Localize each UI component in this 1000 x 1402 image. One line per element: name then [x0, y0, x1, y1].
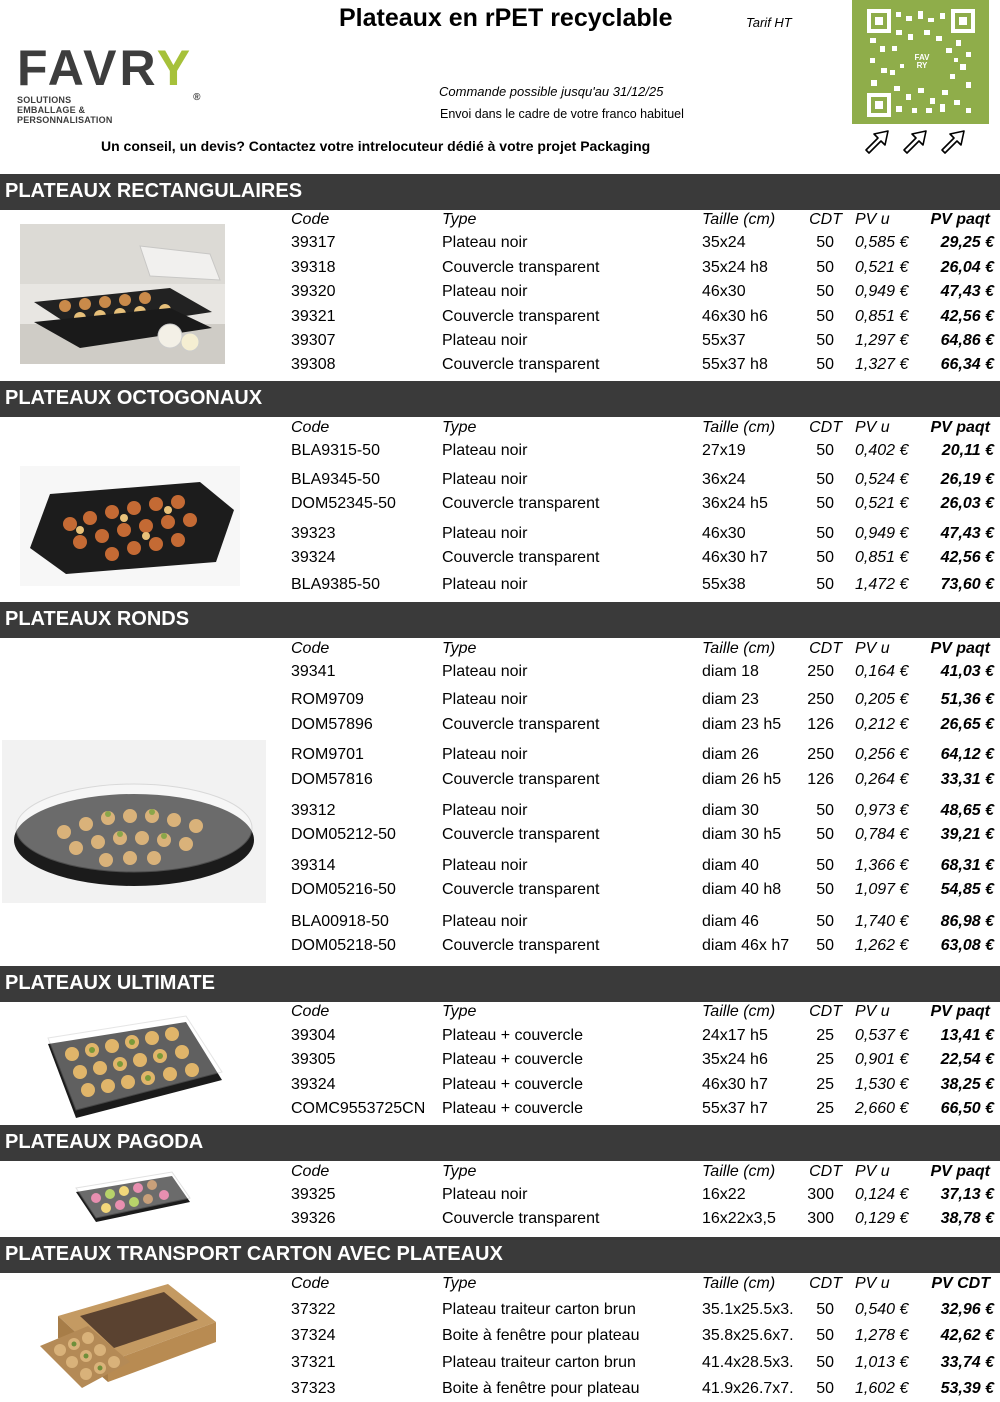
row-cdt: 50 — [816, 442, 834, 459]
row-size: 36x24 — [702, 471, 746, 488]
row-code: 39324 — [291, 1076, 336, 1093]
column-header-cdt: CDT — [809, 211, 842, 228]
row-pv-unit: 0,901 € — [855, 1051, 909, 1068]
row-type: Couvercle transparent — [442, 549, 600, 566]
tarif-label: Tarif HT — [746, 15, 792, 30]
row-code: 39304 — [291, 1027, 336, 1044]
row-pv-pack: 51,36 € — [940, 691, 994, 708]
row-cdt: 50 — [816, 881, 834, 898]
column-header-pv-pack: PV paqt — [930, 211, 990, 228]
row-pv-pack: 39,21 € — [940, 826, 994, 843]
row-cdt: 25 — [816, 1027, 834, 1044]
row-cdt: 50 — [816, 332, 834, 349]
column-header-cdt: CDT — [809, 1275, 842, 1292]
row-pv-pack: 63,08 € — [940, 937, 994, 954]
row-cdt: 50 — [816, 913, 834, 930]
section-title: PLATEAUX OCTOGONAUX — [5, 387, 263, 409]
section-bar-transport — [0, 1237, 1000, 1273]
row-size: 35.8x25.6x7. — [702, 1327, 794, 1344]
row-code: DOM05218-50 — [291, 937, 396, 954]
row-pv-pack: 47,43 € — [940, 283, 994, 300]
row-code: 37324 — [291, 1327, 336, 1344]
row-cdt: 50 — [816, 525, 834, 542]
row-pv-pack: 26,03 € — [940, 495, 994, 512]
column-header-size: Taille (cm) — [702, 1163, 776, 1180]
row-size: 46x30 h7 — [702, 549, 768, 566]
row-type: Plateau noir — [442, 746, 528, 763]
column-header-size: Taille (cm) — [702, 1003, 776, 1020]
row-code: BLA9345-50 — [291, 471, 380, 488]
row-code: BLA9385-50 — [291, 576, 380, 593]
document-title: Plateaux en rPET recyclable — [339, 4, 673, 32]
column-header-type: Type — [442, 1003, 477, 1020]
row-size: diam 30 — [702, 802, 759, 819]
row-pv-pack: 42,62 € — [940, 1327, 994, 1344]
row-size: 55x37 h8 — [702, 356, 768, 373]
row-pv-unit: 0,521 € — [855, 259, 909, 276]
row-size: 35x24 h6 — [702, 1051, 768, 1068]
row-cdt: 50 — [816, 549, 834, 566]
row-size: 16x22x3,5 — [702, 1210, 776, 1227]
row-type: Plateau noir — [442, 1186, 528, 1203]
row-type: Plateau noir — [442, 576, 528, 593]
contact-note: Un conseil, un devis? Contactez votre intrelocuteur dédié à votre projet Packaging — [101, 138, 651, 154]
row-code: DOM52345-50 — [291, 495, 396, 512]
photo-octagonal-tray — [20, 466, 240, 586]
row-code: DOM57896 — [291, 716, 373, 733]
row-size: 55x38 — [702, 576, 746, 593]
row-size: diam 23 — [702, 691, 759, 708]
row-pv-unit: 2,660 € — [855, 1100, 909, 1117]
row-pv-pack: 73,60 € — [940, 576, 994, 593]
row-pv-pack: 53,39 € — [940, 1380, 994, 1397]
column-header-cdt: CDT — [809, 419, 842, 436]
column-header-code: Code — [291, 1163, 330, 1180]
row-cdt: 126 — [807, 716, 834, 733]
row-pv-unit: 1,366 € — [855, 857, 909, 874]
row-pv-unit: 0,537 € — [855, 1027, 909, 1044]
row-type: Plateau + couvercle — [442, 1076, 583, 1093]
row-size: 35x24 — [702, 234, 746, 251]
column-header-pv-unit: PV u — [855, 640, 890, 657]
row-cdt: 50 — [816, 857, 834, 874]
row-code: 39314 — [291, 857, 336, 874]
row-pv-pack: 42,56 € — [940, 549, 994, 566]
row-pv-pack: 66,34 € — [940, 356, 994, 373]
row-pv-unit: 0,524 € — [855, 471, 909, 488]
section-bar-ronds — [0, 602, 1000, 638]
row-cdt: 50 — [816, 471, 834, 488]
row-cdt: 50 — [816, 576, 834, 593]
row-cdt: 250 — [807, 691, 834, 708]
row-size: diam 30 h5 — [702, 826, 782, 843]
column-header-code: Code — [291, 1275, 330, 1292]
section-title: PLATEAUX TRANSPORT CARTON AVEC PLATEAUX — [5, 1243, 503, 1265]
row-code: 39318 — [291, 259, 336, 276]
row-pv-unit: 1,097 € — [855, 881, 909, 898]
row-cdt: 50 — [816, 937, 834, 954]
column-header-type: Type — [442, 211, 477, 228]
row-code: DOM05212-50 — [291, 826, 396, 843]
row-type: Plateau noir — [442, 857, 528, 874]
row-pv-unit: 1,602 € — [855, 1380, 909, 1397]
row-pv-unit: 0,212 € — [855, 716, 909, 733]
row-cdt: 50 — [816, 1380, 834, 1397]
row-pv-pack: 86,98 € — [940, 913, 994, 930]
row-pv-unit: 0,585 € — [855, 234, 909, 251]
row-pv-unit: 0,973 € — [855, 802, 909, 819]
row-code: 37323 — [291, 1380, 336, 1397]
qr-code[interactable] — [852, 0, 989, 124]
row-size: diam 18 — [702, 663, 759, 680]
row-size: 46x30 h6 — [702, 308, 768, 325]
row-pv-unit: 0,124 € — [855, 1186, 909, 1203]
row-type: Couvercle transparent — [442, 356, 600, 373]
row-pv-unit: 0,256 € — [855, 746, 909, 763]
row-pv-pack: 33,31 € — [940, 771, 994, 788]
row-cdt: 50 — [816, 259, 834, 276]
section-bar-ultimate — [0, 966, 1000, 1002]
row-size: 55x37 — [702, 332, 746, 349]
row-type: Plateau noir — [442, 234, 528, 251]
row-type: Plateau traiteur carton brun — [442, 1354, 636, 1371]
section-bar-rectangulaires — [0, 174, 1000, 210]
row-pv-pack: 32,96 € — [940, 1301, 994, 1318]
row-pv-pack: 54,85 € — [940, 881, 994, 898]
row-code: 39323 — [291, 525, 336, 542]
column-header-code: Code — [291, 1003, 330, 1020]
column-header-cdt: CDT — [809, 1003, 842, 1020]
row-pv-pack: 38,78 € — [940, 1210, 994, 1227]
row-code: 39321 — [291, 308, 336, 325]
row-pv-unit: 0,851 € — [855, 308, 909, 325]
row-cdt: 50 — [816, 308, 834, 325]
row-pv-unit: 1,530 € — [855, 1076, 909, 1093]
row-type: Plateau + couvercle — [442, 1027, 583, 1044]
row-pv-pack: 38,25 € — [940, 1076, 994, 1093]
row-size: diam 23 h5 — [702, 716, 782, 733]
row-code: ROM9701 — [291, 746, 364, 763]
arrow-up-right-icon — [904, 131, 926, 153]
row-type: Plateau noir — [442, 283, 528, 300]
row-size: 35x24 h8 — [702, 259, 768, 276]
row-size: 36x24 h5 — [702, 495, 768, 512]
column-header-pv-unit: PV u — [855, 1163, 890, 1180]
row-pv-unit: 0,521 € — [855, 495, 909, 512]
shipping-note: Envoi dans le cadre de votre franco habituel — [440, 107, 684, 121]
row-code: 39324 — [291, 549, 336, 566]
row-pv-unit: 1,262 € — [855, 937, 909, 954]
row-pv-pack: 64,86 € — [940, 332, 994, 349]
row-pv-unit: 1,740 € — [855, 913, 909, 930]
row-pv-unit: 0,540 € — [855, 1301, 909, 1318]
order-deadline: Commande possible jusqu'au 31/12/25 — [439, 84, 664, 99]
column-header-pv-pack: PV CDT — [931, 1275, 990, 1292]
column-header-pv-pack: PV paqt — [930, 1003, 990, 1020]
photo-rectangular-trays — [20, 224, 225, 364]
row-cdt: 50 — [816, 1301, 834, 1318]
column-header-code: Code — [291, 640, 330, 657]
row-code: 37322 — [291, 1301, 336, 1318]
row-cdt: 50 — [816, 826, 834, 843]
row-code: 39312 — [291, 802, 336, 819]
row-cdt: 250 — [807, 746, 834, 763]
row-pv-pack: 26,19 € — [940, 471, 994, 488]
row-pv-unit: 0,784 € — [855, 826, 909, 843]
row-cdt: 50 — [816, 234, 834, 251]
row-pv-pack: 37,13 € — [940, 1186, 994, 1203]
column-header-pv-unit: PV u — [855, 1003, 890, 1020]
row-pv-unit: 0,264 € — [855, 771, 909, 788]
row-cdt: 126 — [807, 771, 834, 788]
column-header-cdt: CDT — [809, 1163, 842, 1180]
row-pv-unit: 0,205 € — [855, 691, 909, 708]
row-pv-pack: 33,74 € — [940, 1354, 994, 1371]
photo-carton-box — [38, 1276, 220, 1398]
row-type: Plateau traiteur carton brun — [442, 1301, 636, 1318]
section-title: PLATEAUX ULTIMATE — [5, 972, 215, 994]
row-type: Plateau + couvercle — [442, 1100, 583, 1117]
arrow-up-right-icon — [866, 131, 888, 153]
row-pv-unit: 1,278 € — [855, 1327, 909, 1344]
row-pv-pack: 64,12 € — [940, 746, 994, 763]
row-type: Plateau + couvercle — [442, 1051, 583, 1068]
row-pv-unit: 1,472 € — [855, 576, 909, 593]
row-cdt: 25 — [816, 1051, 834, 1068]
row-code: DOM57816 — [291, 771, 373, 788]
row-pv-pack: 41,03 € — [940, 663, 994, 680]
photo-ultimate-tray — [36, 1014, 226, 1124]
column-header-pv-pack: PV paqt — [930, 419, 990, 436]
row-pv-pack: 68,31 € — [940, 857, 994, 874]
row-pv-unit: 1,297 € — [855, 332, 909, 349]
column-header-pv-pack: PV paqt — [930, 640, 990, 657]
section-title: PLATEAUX RECTANGULAIRES — [5, 180, 303, 202]
column-header-type: Type — [442, 1163, 477, 1180]
row-size: 55x37 h7 — [702, 1100, 768, 1117]
row-cdt: 25 — [816, 1100, 834, 1117]
row-pv-unit: 0,129 € — [855, 1210, 909, 1227]
row-pv-unit: 1,013 € — [855, 1354, 909, 1371]
row-pv-pack: 48,65 € — [940, 802, 994, 819]
row-pv-unit: 0,402 € — [855, 442, 909, 459]
row-code: 39341 — [291, 663, 336, 680]
row-pv-unit: 0,949 € — [855, 283, 909, 300]
column-header-pv-unit: PV u — [855, 1275, 890, 1292]
row-cdt: 50 — [816, 495, 834, 512]
row-cdt: 250 — [807, 663, 834, 680]
row-type: Boite à fenêtre pour plateau — [442, 1327, 640, 1344]
row-cdt: 50 — [816, 802, 834, 819]
row-pv-unit: 1,327 € — [855, 356, 909, 373]
row-pv-pack: 26,04 € — [940, 259, 994, 276]
row-size: 16x22 — [702, 1186, 746, 1203]
row-code: 39308 — [291, 356, 336, 373]
row-type: Couvercle transparent — [442, 826, 600, 843]
column-header-type: Type — [442, 640, 477, 657]
row-type: Plateau noir — [442, 663, 528, 680]
section-bar-octogonaux — [0, 381, 1000, 417]
column-header-code: Code — [291, 211, 330, 228]
row-cdt: 300 — [807, 1210, 834, 1227]
row-size: diam 26 — [702, 746, 759, 763]
arrow-icons — [862, 126, 977, 156]
arrow-up-right-icon — [942, 131, 964, 153]
row-pv-pack: 66,50 € — [940, 1100, 994, 1117]
column-header-cdt: CDT — [809, 640, 842, 657]
photo-pagoda-tray — [72, 1166, 192, 1230]
section-title: PLATEAUX RONDS — [5, 608, 190, 630]
row-pv-pack: 13,41 € — [940, 1027, 994, 1044]
logo-tagline: SOLUTIONS EMBALLAGE & PERSONNALISATION — [17, 95, 113, 125]
row-code: BLA00918-50 — [291, 913, 389, 930]
row-size: diam 40 — [702, 857, 759, 874]
row-type: Plateau noir — [442, 913, 528, 930]
row-code: BLA9315-50 — [291, 442, 380, 459]
row-pv-unit: 0,851 € — [855, 549, 909, 566]
row-cdt: 50 — [816, 356, 834, 373]
row-cdt: 50 — [816, 283, 834, 300]
row-type: Couvercle transparent — [442, 771, 600, 788]
row-type: Plateau noir — [442, 691, 528, 708]
column-header-pv-unit: PV u — [855, 419, 890, 436]
section-bar-pagoda — [0, 1125, 1000, 1161]
row-type: Boite à fenêtre pour plateau — [442, 1380, 640, 1397]
column-header-size: Taille (cm) — [702, 640, 776, 657]
column-header-pv-pack: PV paqt — [930, 1163, 990, 1180]
row-pv-pack: 47,43 € — [940, 525, 994, 542]
qr-logo: FAV RY — [904, 52, 940, 72]
row-size: 35.1x25.5x3. — [702, 1301, 794, 1318]
row-size: diam 46 — [702, 913, 759, 930]
row-pv-pack: 22,54 € — [940, 1051, 994, 1068]
row-code: 39326 — [291, 1210, 336, 1227]
column-header-size: Taille (cm) — [702, 1275, 776, 1292]
row-pv-pack: 26,65 € — [940, 716, 994, 733]
row-type: Plateau noir — [442, 471, 528, 488]
row-code: 39317 — [291, 234, 336, 251]
row-cdt: 25 — [816, 1076, 834, 1093]
row-size: 24x17 h5 — [702, 1027, 768, 1044]
row-code: 37321 — [291, 1354, 336, 1371]
row-size: 46x30 h7 — [702, 1076, 768, 1093]
column-header-size: Taille (cm) — [702, 419, 776, 436]
row-cdt: 50 — [816, 1327, 834, 1344]
row-type: Couvercle transparent — [442, 937, 600, 954]
row-type: Couvercle transparent — [442, 308, 600, 325]
row-cdt: 50 — [816, 1354, 834, 1371]
row-size: 41.9x26.7x7. — [702, 1380, 794, 1397]
row-size: 46x30 — [702, 525, 746, 542]
row-code: DOM05216-50 — [291, 881, 396, 898]
row-cdt: 300 — [807, 1186, 834, 1203]
row-type: Couvercle transparent — [442, 881, 600, 898]
column-header-pv-unit: PV u — [855, 211, 890, 228]
row-pv-pack: 20,11 € — [941, 442, 994, 459]
row-type: Plateau noir — [442, 802, 528, 819]
row-code: 39320 — [291, 283, 336, 300]
row-type: Plateau noir — [442, 442, 528, 459]
row-type: Couvercle transparent — [442, 716, 600, 733]
column-header-code: Code — [291, 419, 330, 436]
row-code: COMC9553725CN — [291, 1100, 426, 1117]
row-pv-pack: 29,25 € — [940, 234, 994, 251]
row-size: diam 46x h7 — [702, 937, 790, 954]
section-title: PLATEAUX PAGODA — [5, 1131, 204, 1153]
row-type: Couvercle transparent — [442, 495, 600, 512]
row-size: diam 26 h5 — [702, 771, 782, 788]
row-size: 27x19 — [702, 442, 746, 459]
column-header-type: Type — [442, 1275, 477, 1292]
row-code: ROM9709 — [291, 691, 364, 708]
photo-round-tray — [2, 740, 266, 903]
row-code: 39305 — [291, 1051, 336, 1068]
row-type: Couvercle transparent — [442, 1210, 600, 1227]
row-type: Plateau noir — [442, 525, 528, 542]
row-code: 39307 — [291, 332, 336, 349]
row-size: diam 40 h8 — [702, 881, 782, 898]
row-type: Couvercle transparent — [442, 259, 600, 276]
column-header-size: Taille (cm) — [702, 211, 776, 228]
row-pv-unit: 0,164 € — [855, 663, 909, 680]
row-size: 46x30 — [702, 283, 746, 300]
row-pv-unit: 0,949 € — [855, 525, 909, 542]
logo-wordmark: FAVRY® — [17, 40, 201, 103]
row-code: 39325 — [291, 1186, 336, 1203]
row-size: 41.4x28.5x3. — [702, 1354, 794, 1371]
row-type: Plateau noir — [442, 332, 528, 349]
column-header-type: Type — [442, 419, 477, 436]
row-pv-pack: 42,56 € — [940, 308, 994, 325]
